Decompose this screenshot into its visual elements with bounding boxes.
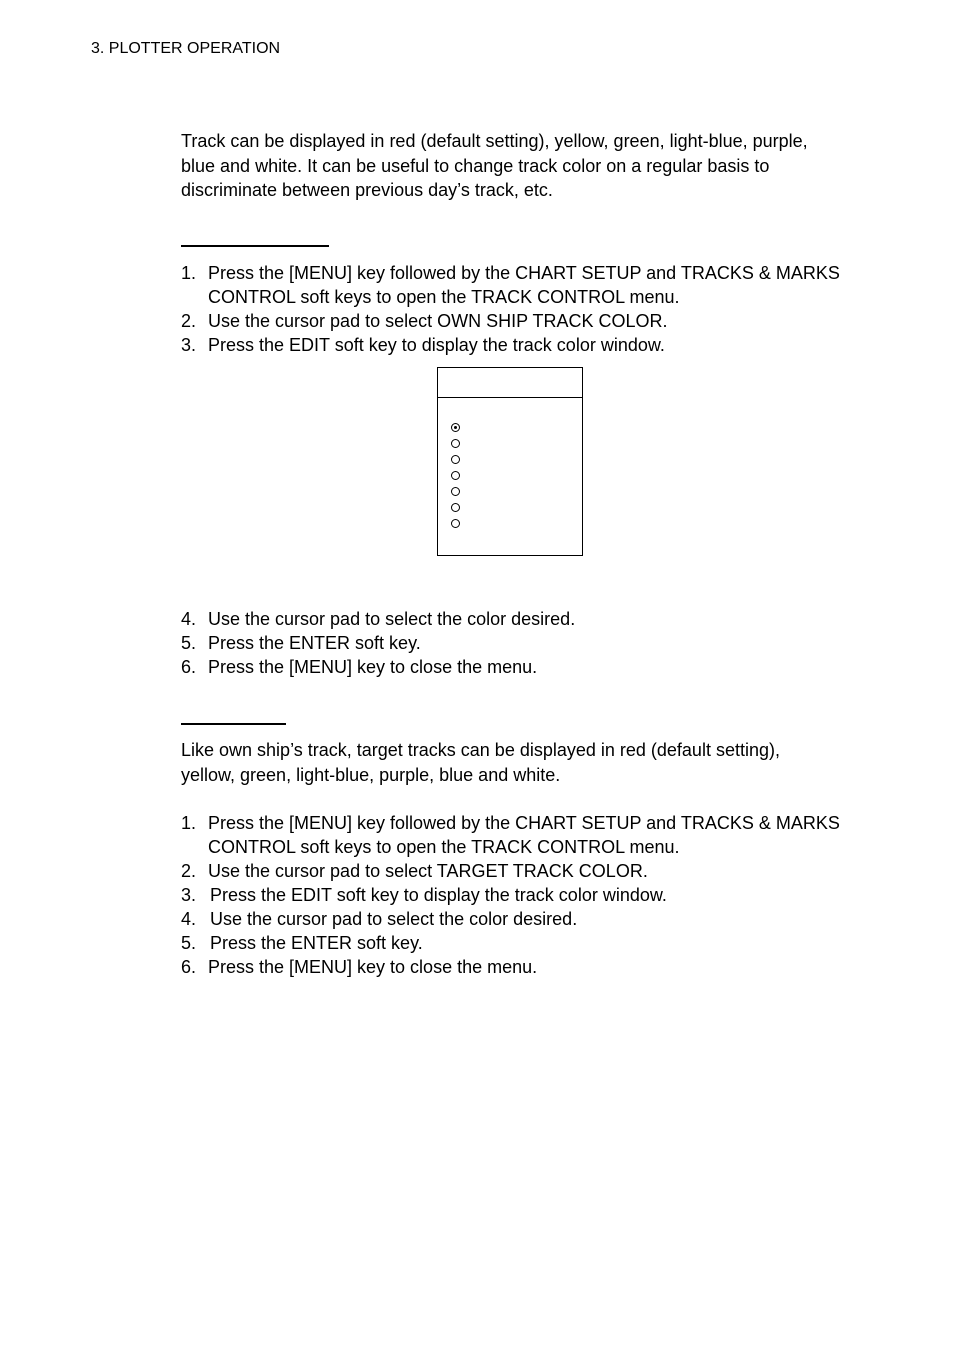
step-number: 5.: [181, 633, 197, 653]
radio-empty-icon[interactable]: [451, 455, 460, 464]
color-option[interactable]: [451, 483, 466, 499]
track-color-window-title: [438, 368, 582, 398]
step-number: 4.: [181, 909, 197, 929]
step-item: [181, 309, 841, 333]
step-number: 2.: [181, 311, 197, 331]
track-color-window: [437, 367, 583, 556]
step-text: Press the ENTER soft key.: [208, 633, 421, 653]
radio-empty-icon[interactable]: [451, 503, 460, 512]
target-track-heading-rule: [181, 723, 286, 725]
step-number: 4.: [181, 609, 197, 629]
own-track-intro: Track can be displayed in red (default setting), yellow, green, light-blue, purple, blue and white. It can be useful to change track color on a regular basis to discriminate between previous day’s track, etc.: [181, 131, 808, 200]
step-item: [181, 655, 841, 679]
color-option[interactable]: [451, 435, 466, 451]
step-item: [181, 333, 841, 357]
color-option[interactable]: [451, 451, 466, 467]
step-text: Use the cursor pad to select OWN SHIP TRACK COLOR.: [208, 311, 668, 331]
section-header: 3. PLOTTER OPERATION: [91, 40, 281, 57]
step-item: [181, 607, 841, 631]
step-number: 3.: [181, 885, 197, 905]
own-track-heading-rule: [181, 245, 329, 247]
step-item: [181, 631, 841, 655]
own-track-steps-after: [181, 607, 841, 679]
step-text: Press the ENTER soft key.: [210, 933, 423, 953]
color-option[interactable]: [451, 467, 466, 483]
step-text: Use the cursor pad to select the color desired.: [208, 609, 576, 629]
step-item: [181, 931, 841, 955]
radio-empty-icon[interactable]: [451, 471, 460, 480]
target-track-steps: [181, 811, 841, 979]
step-number: 5.: [181, 933, 197, 953]
step-item: [181, 883, 841, 907]
track-color-options: [451, 419, 466, 531]
color-option[interactable]: [451, 515, 466, 531]
radio-empty-icon[interactable]: [451, 487, 460, 496]
step-item: [181, 955, 841, 979]
step-number: 1.: [181, 813, 197, 833]
target-track-intro: Like own ship’s track, target tracks can be displayed in red (default setting), yellow, green, light-blue, purple, blue and white.: [181, 740, 780, 785]
step-number: 2.: [181, 861, 197, 881]
radio-empty-icon[interactable]: [451, 519, 460, 528]
step-text: Use the cursor pad to select TARGET TRACK COLOR.: [208, 861, 648, 881]
step-item: [181, 261, 841, 309]
step-text: Press the [MENU] key to close the menu.: [208, 657, 538, 677]
radio-empty-icon[interactable]: [451, 439, 460, 448]
color-option[interactable]: [451, 499, 466, 515]
step-text: Press the EDIT soft key to display the track color window.: [210, 885, 667, 905]
step-text: Press the EDIT soft key to display the track color window.: [208, 335, 665, 355]
color-option[interactable]: [451, 419, 466, 435]
radio-selected-icon[interactable]: [451, 423, 460, 432]
step-number: 6.: [181, 657, 197, 677]
step-item: [181, 907, 841, 931]
step-text: Press the [MENU] key to close the menu.: [208, 957, 538, 977]
step-text: Press the [MENU] key followed by the CHART SETUP and TRACKS & MARKS CONTROL soft keys to open the TRACK CONTROL menu.: [208, 263, 840, 307]
own-track-steps-before: [181, 261, 841, 357]
step-text: Press the [MENU] key followed by the CHART SETUP and TRACKS & MARKS CONTROL soft keys to open the TRACK CONTROL menu.: [208, 813, 840, 857]
step-item: [181, 811, 841, 859]
step-item: [181, 859, 841, 883]
step-number: 6.: [181, 957, 197, 977]
step-text: Use the cursor pad to select the color desired.: [210, 909, 578, 929]
step-number: 3.: [181, 335, 197, 355]
step-number: 1.: [181, 263, 197, 283]
